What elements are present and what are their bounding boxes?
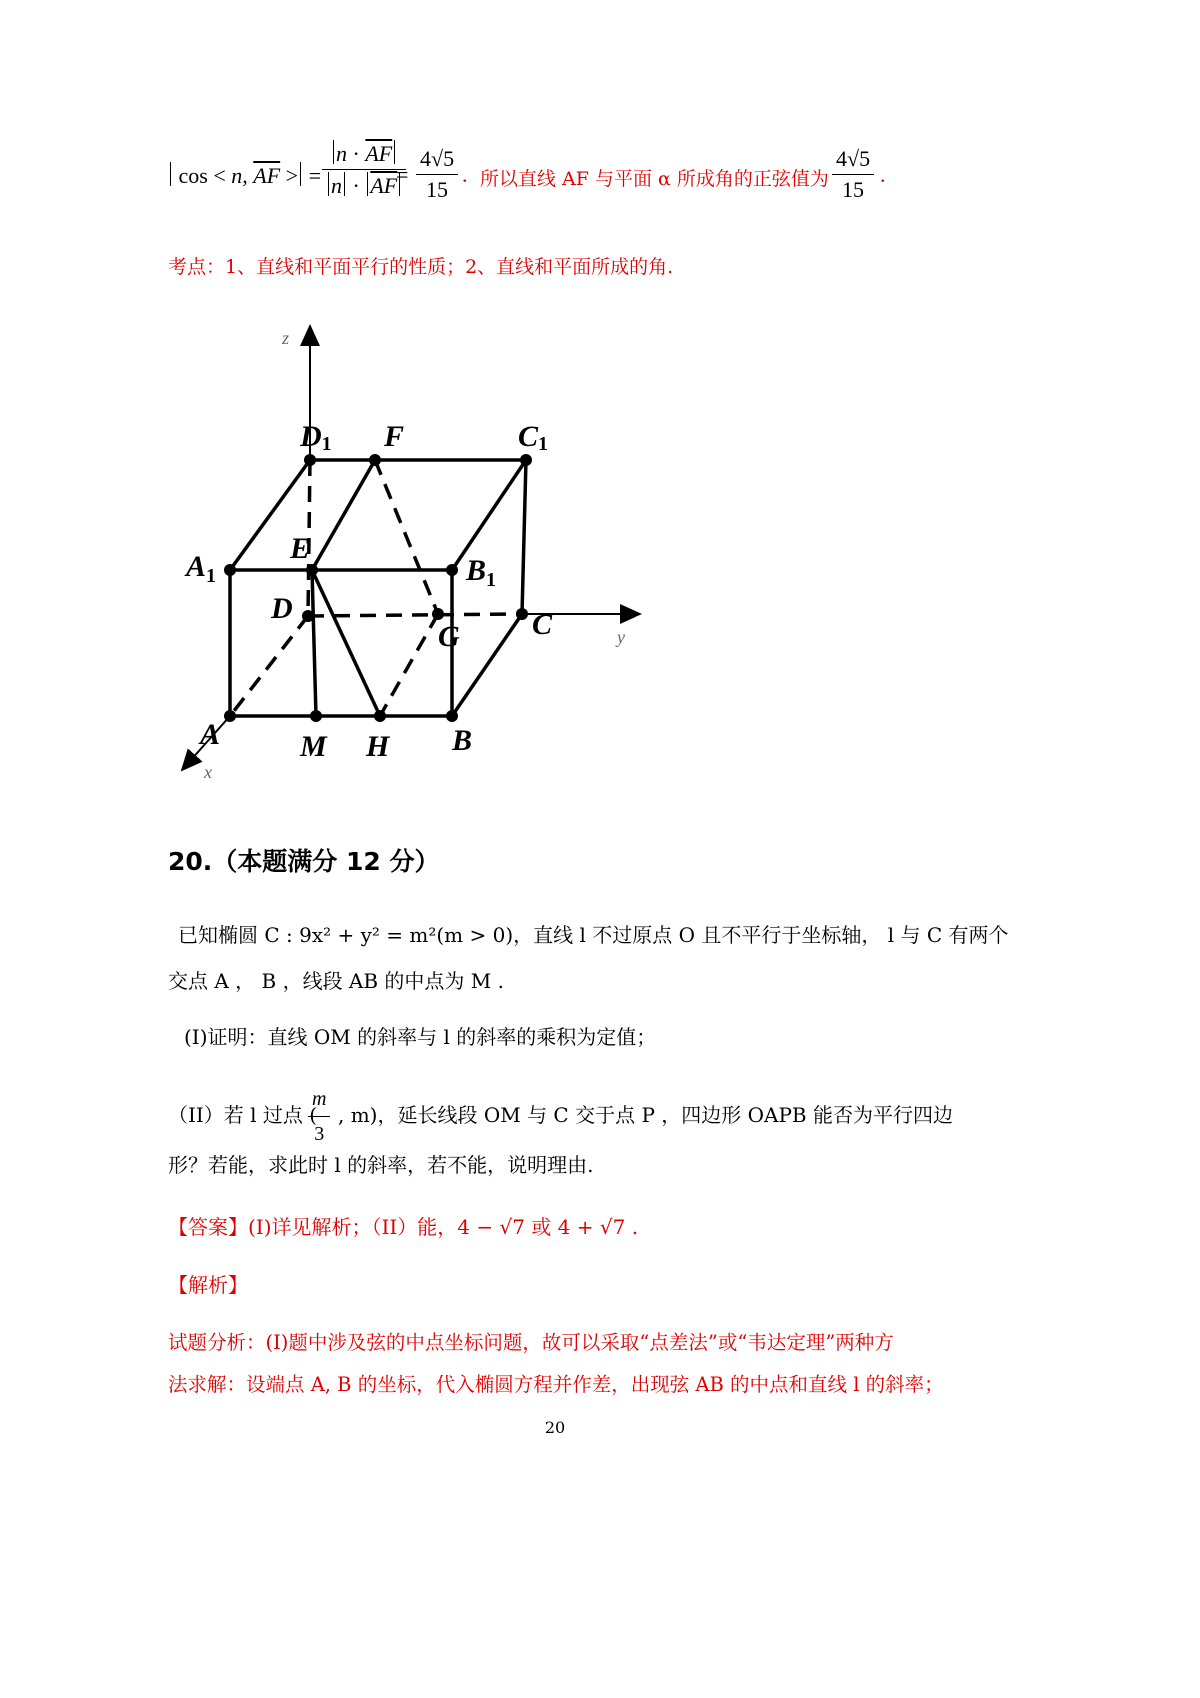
- label-b1: $B_1$: [466, 554, 497, 591]
- point-d: [302, 610, 314, 622]
- label-d1: D1: [300, 420, 332, 455]
- label-y: y: [617, 627, 625, 647]
- point-g: [432, 608, 444, 620]
- cuboid-figure: [160, 300, 680, 800]
- point-h: [374, 710, 386, 722]
- part2-fraction: $\frac{m}{3}$: [308, 1084, 330, 1149]
- label-a1: $A_1$: [186, 550, 217, 587]
- problem-part2: [168, 1088, 958, 1145]
- problem-heading: 20.（本题满分 12 分）: [168, 847, 440, 876]
- point-a1: [224, 564, 236, 576]
- label-f: F: [384, 420, 405, 453]
- answer-text: (I)详见解析；（II）能，4 − √7 或 4 + √7 .: [248, 1215, 639, 1239]
- problem-intro-line1: 已知椭圆 C : 9x² + y² = m²(m > 0)，直线 l 不过原点 O 且不平行于坐标轴， l 与 C 有两个: [178, 923, 1009, 947]
- label-z: z: [282, 328, 290, 348]
- label-c1: C1: [518, 420, 549, 455]
- label-e: E: [290, 532, 311, 565]
- point-c: [516, 608, 528, 620]
- result-fraction: [416, 146, 458, 203]
- point-c1: [520, 454, 532, 466]
- kaodian-text: 考点：1、直线和平面平行的性质；2、直线和平面所成的角.: [168, 256, 674, 278]
- problem-intro-line2: 交点 A ， B ，线段 AB 的中点为 M .: [168, 969, 504, 993]
- label-a: A: [200, 718, 221, 751]
- point-f: [369, 454, 381, 466]
- answer: [168, 1212, 638, 1242]
- page-number: 20: [544, 1418, 566, 1437]
- af-vector: $\overline{AF}$: [253, 162, 281, 188]
- point-b: [446, 710, 458, 722]
- analysis-label: 【解析】: [168, 1273, 248, 1297]
- cos-formula: cos < n, $\overline{AF}$ > = $\frac{n \cdot \overline{AF}}{n \cdot \overline{AF}}$ = $\frac{4√5}{15}$ . 所以直线 AF 与平面 α 所成角的正弦值为 $\frac{4√5}{15}$ .: [168, 140, 1168, 220]
- label-b: B: [452, 724, 473, 757]
- cos-label: cos: [178, 162, 208, 188]
- analysis-line2: 法求解：设端点 A, B 的坐标，代入椭圆方程并作差，出现弦 AB 的中点和直线 l 的斜率；: [168, 1373, 944, 1396]
- point-m: [310, 710, 322, 722]
- n-vector: n: [231, 162, 243, 188]
- label-h: H: [366, 730, 390, 763]
- result-numerator: 4√5: [416, 146, 458, 175]
- point-a: [224, 710, 236, 722]
- answer-label: 【答案】: [168, 1215, 248, 1239]
- part2-rest: , m)，延长线段 OM 与 C 交于点 P ，四边形 OAPB 能否为平行四边: [338, 1103, 953, 1127]
- cos-fraction: $\frac{n \cdot \overline{AF}}{n \cdot \overline{AF}}$: [322, 140, 406, 199]
- problem-part2-line2: 形？若能，求此时 l 的斜率，若不能，说明理由.: [168, 1153, 594, 1177]
- analysis-line1: 试题分析：(I)题中涉及弦的中点坐标问题，故可以采取“点差法”或“韦达定理”两种方: [168, 1331, 894, 1354]
- result-denominator: 15: [426, 177, 449, 202]
- label-x: x: [204, 762, 212, 782]
- label-m: M: [300, 730, 327, 763]
- conclusion-denominator: 15: [842, 177, 865, 202]
- point-b1: [446, 564, 458, 576]
- label-d: D: [271, 592, 293, 625]
- conclusion-fraction: [832, 146, 874, 203]
- point-d1: [304, 454, 316, 466]
- conclusion-numerator: 4√5: [832, 146, 874, 175]
- label-c: C: [532, 608, 553, 641]
- label-g: G: [438, 620, 460, 653]
- part2-start: （II）若 l 过点 (: [168, 1103, 318, 1127]
- conclusion-text: 所以直线 AF 与平面 α 所成角的正弦值为: [480, 168, 829, 190]
- point-e: [306, 564, 318, 576]
- problem-part1: (I)证明：直线 OM 的斜率与 l 的斜率的乘积为定值；: [184, 1025, 657, 1049]
